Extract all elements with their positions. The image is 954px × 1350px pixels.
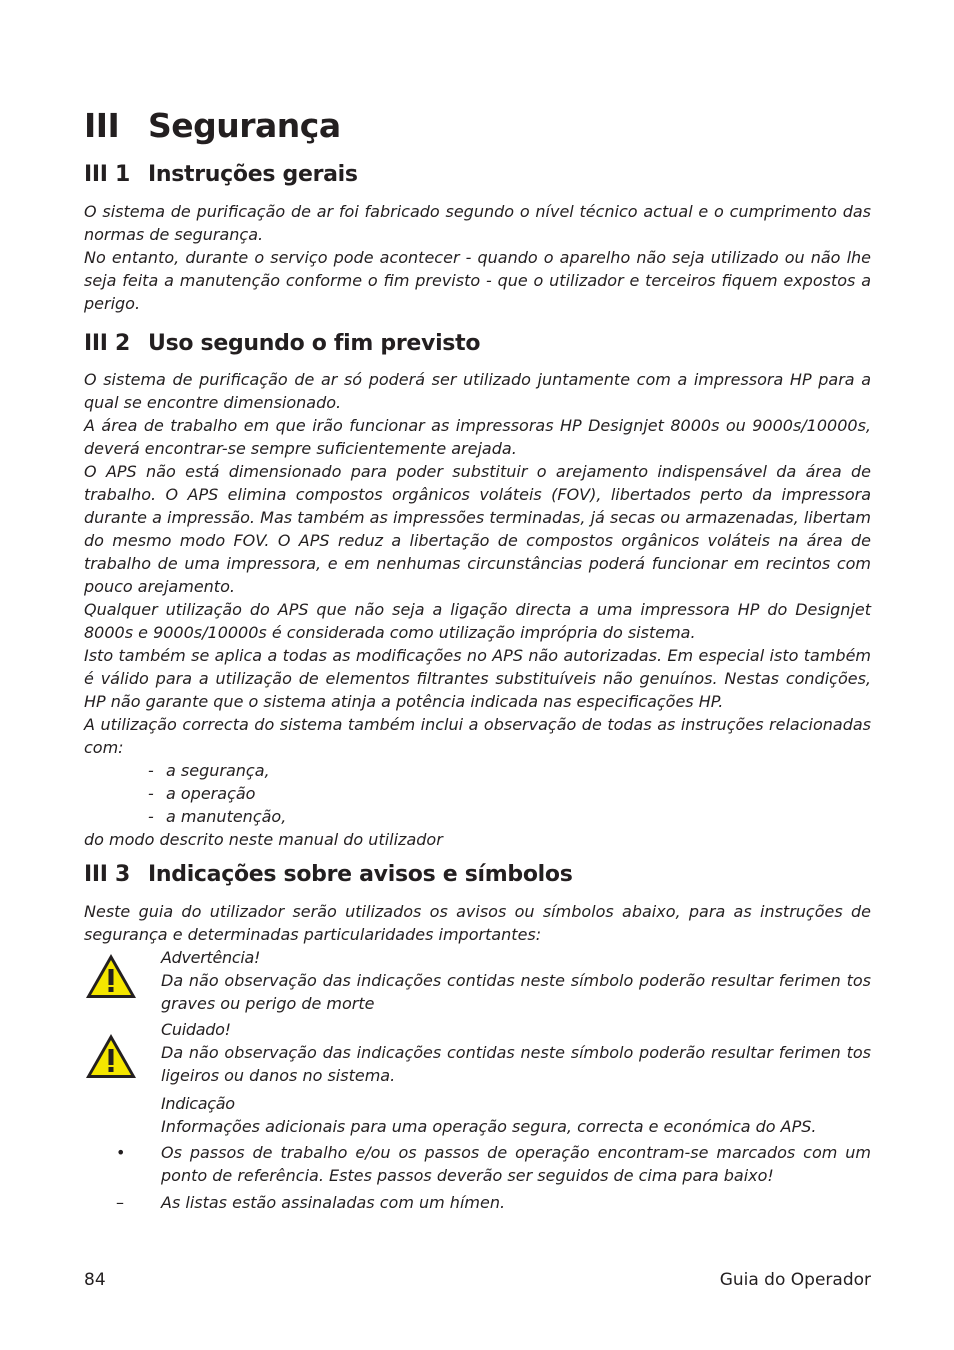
symbol-title: Indicação: [161, 1094, 235, 1113]
requirements-list: [84, 759, 871, 828]
section-heading-1: [84, 160, 871, 190]
paragraph: O sistema de purificação de ar só poderá ser utilizado juntamente com a impressora HP para a qual se encontre dimensionado.: [84, 370, 871, 412]
list-item: - a segurança,: [148, 761, 270, 780]
bullet-mark: •: [116, 1143, 126, 1162]
chapter-number: III: [84, 106, 120, 145]
footer-guide-title: Guia do Operador: [719, 1270, 871, 1290]
symbol-title: Advertência!: [161, 948, 261, 967]
paragraph: A utilização correcta do sistema também inclui a observação de todas as instruções relacionadas com:: [84, 715, 871, 757]
list-dash: -: [148, 807, 154, 826]
symbol-note: [84, 1092, 871, 1138]
section-number: III 3: [84, 862, 131, 887]
warning-triangle-icon: [84, 952, 138, 1000]
page-number: 84: [84, 1270, 106, 1290]
section-heading-3: [84, 860, 871, 890]
section-title: Uso segundo o fim previsto: [148, 331, 481, 356]
section-intro-3: [84, 900, 871, 946]
section-body-1: [84, 200, 871, 315]
symbol-caution: [84, 1018, 871, 1087]
symbol-text: Informações adicionais para uma operação segura, correcta e económica do APS.: [161, 1117, 817, 1136]
bullet-list: [84, 1191, 871, 1214]
chapter-title: Segurança: [148, 106, 341, 145]
bullet-step: [84, 1141, 871, 1187]
section-title: Indicações sobre avisos e símbolos: [148, 862, 573, 887]
section-heading-2: [84, 329, 871, 359]
section-number: III 1: [84, 162, 131, 187]
caution-triangle-icon: [84, 1032, 138, 1080]
symbol-text: Da não observação das indicações contidas neste símbolo poderão resultar ferimen tos ligeiros ou danos no sistema.: [161, 1043, 871, 1085]
symbol-title: Cuidado!: [161, 1020, 231, 1039]
section-body-2: [84, 368, 871, 851]
symbol-text: Da não observação das indicações contidas neste símbolo poderão resultar ferimen tos graves ou perigo de morte: [161, 971, 871, 1013]
paragraph: O APS não está dimensionado para poder substituir o arejamento indispensável da área de trabalho. O APS elimina compostos orgânicos voláteis (FOV), libertados perto da impressora durante a impressão. Mas também as impressões terminadas, já secas ou armazenadas, libertam do mesmo modo FOV. O APS reduz a libertação de compostos orgânicos voláteis na área de trabalho de uma impressora, e em nenhumas circunstâncias poderá funcionar em recintos com pouco arejamento.: [84, 462, 871, 596]
section-number: III 2: [84, 331, 131, 356]
paragraph: No entanto, durante o serviço pode acontecer - quando o aparelho não seja utilizado ou não lhe seja feita a manutenção conforme o fim previsto - que o utilizador e terceiros fiquem expostos a perigo.: [84, 248, 871, 313]
bullet-text: Os passos de trabalho e/ou os passos de operação encontram-se marcados com um ponto de referência. Estes passos deverão ser seguidos de cima para baixo!: [161, 1143, 871, 1185]
list-dash: -: [148, 784, 154, 803]
symbol-warning: [84, 946, 871, 1015]
list-item: - a manutenção,: [148, 807, 287, 826]
paragraph: do modo descrito neste manual do utilizador: [84, 830, 443, 849]
paragraph: A área de trabalho em que irão funcionar as impressoras HP Designjet 8000s ou 9000s/10000s, deverá encontrar-se sempre suficientemente arejada.: [84, 416, 871, 458]
dash-mark: –: [116, 1193, 124, 1212]
paragraph: Qualquer utilização do APS que não seja a ligação directa a uma impressora HP do Designjet 8000s e 9000s/10000s é considerada como utilização imprópria do sistema.: [84, 600, 871, 642]
page-title: [84, 100, 871, 152]
paragraph: O sistema de purificação de ar foi fabricado segundo o nível técnico actual e o cumprimento das normas de segurança.: [84, 202, 871, 244]
list-dash: -: [148, 761, 154, 780]
bullet-text: As listas estão assinaladas com um hímen.: [161, 1193, 506, 1212]
section-title: Instruções gerais: [148, 162, 358, 187]
paragraph: Isto também se aplica a todas as modificações no APS não autorizadas. Em especial isto também é válido para a utilização de elementos filtrantes substituíveis não genuínos. Nestas condições, HP não garante que o sistema atinja a potência indicada nas especificações HP.: [84, 646, 871, 711]
paragraph: Neste guia do utilizador serão utilizados os avisos ou símbolos abaixo, para as instruções de segurança e determinadas particularidades importantes:: [84, 902, 871, 944]
list-item: - a operação: [148, 784, 256, 803]
